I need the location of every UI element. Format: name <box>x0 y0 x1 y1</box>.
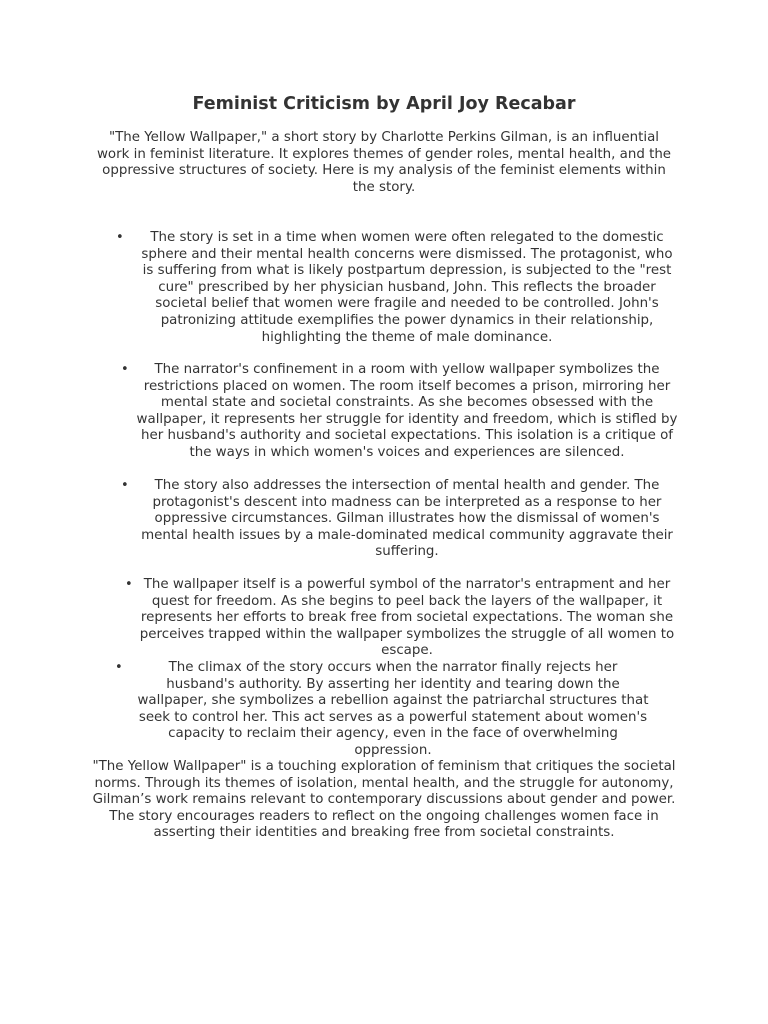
bullet-text: The narrator's confinement in a room with yellow wallpaper symbolizes the restrictions placed on women. The room itself becomes a prison, mirroring her mental state and societal constraints. As she becomes obsessed with the wallpaper, it represents her struggle for identity and freedom, which is stifled by her husband's authority and societal expectations. This isolation is a critique of the ways in which women's voices and experiences are silenced. <box>136 362 678 460</box>
bullet-text: The story is set in a time when women were often relegated to the domestic sphere and their mental health concerns were dismissed. The protagonist, who is suffering from what is likely postpartum depression, is subjected to the "rest cure" prescribed by her physician husband, John. This reflects the broader societal belief that women were fragile and needed to be controlled. John's patronizing attitude exemplifies the power dynamics in their relationship, highlighting the theme of male dominance. <box>141 230 673 345</box>
bullet-dot-icon: • <box>115 660 123 675</box>
bullet-dot-icon: • <box>125 577 133 592</box>
bullet-text: The story also addresses the intersection of mental health and gender. The protagonist's descent into madness can be interpreted as a response to her oppressive circumstances. Gilman illustrates how the dismissal of women's mental health issues by a male-dominated medical community aggravate their suffering. <box>141 478 673 560</box>
bullet-text: The wallpaper itself is a powerful symbol of the narrator's entrapment and her quest for freedom. As she begins to peel back the layers of the wallpaper, it represents her efforts to break free from societal expectations. The woman she perceives trapped within the wallpaper symbolizes the struggle of all women to escape. <box>139 577 675 659</box>
bullet-dot-icon: • <box>121 478 129 493</box>
conclusion-paragraph: "The Yellow Wallpaper" is a touching exploration of feminism that critiques the societal norms. Through its themes of isolation, mental health, and the struggle for autonomy, Gilman’s work remains relevant to contemporary discussions about gender and power. The story encourages readers to reflect on the ongoing challenges women face in asserting their identities and breaking free from societal constraints. <box>92 759 676 841</box>
document-title: Feminist Criticism by April Joy Recabar <box>192 94 576 114</box>
bullet-dot-icon: • <box>116 230 124 245</box>
bullet-text: The climax of the story occurs when the narrator finally rejects her husband's authority. By asserting her identity and tearing down the wallpaper, she symbolizes a rebellion against the patriarchal structures that seek to control her. This act serves as a powerful statement about women's capacity to reclaim their agency, even in the face of overwhelming oppression. <box>137 660 649 758</box>
bullet-dot-icon: • <box>121 362 129 377</box>
intro-paragraph: "The Yellow Wallpaper," a short story by Charlotte Perkins Gilman, is an influential work in feminist literature. It explores themes of gender roles, mental health, and the oppressive structures of society. Here is my analysis of the feminist elements within the story. <box>96 130 672 195</box>
